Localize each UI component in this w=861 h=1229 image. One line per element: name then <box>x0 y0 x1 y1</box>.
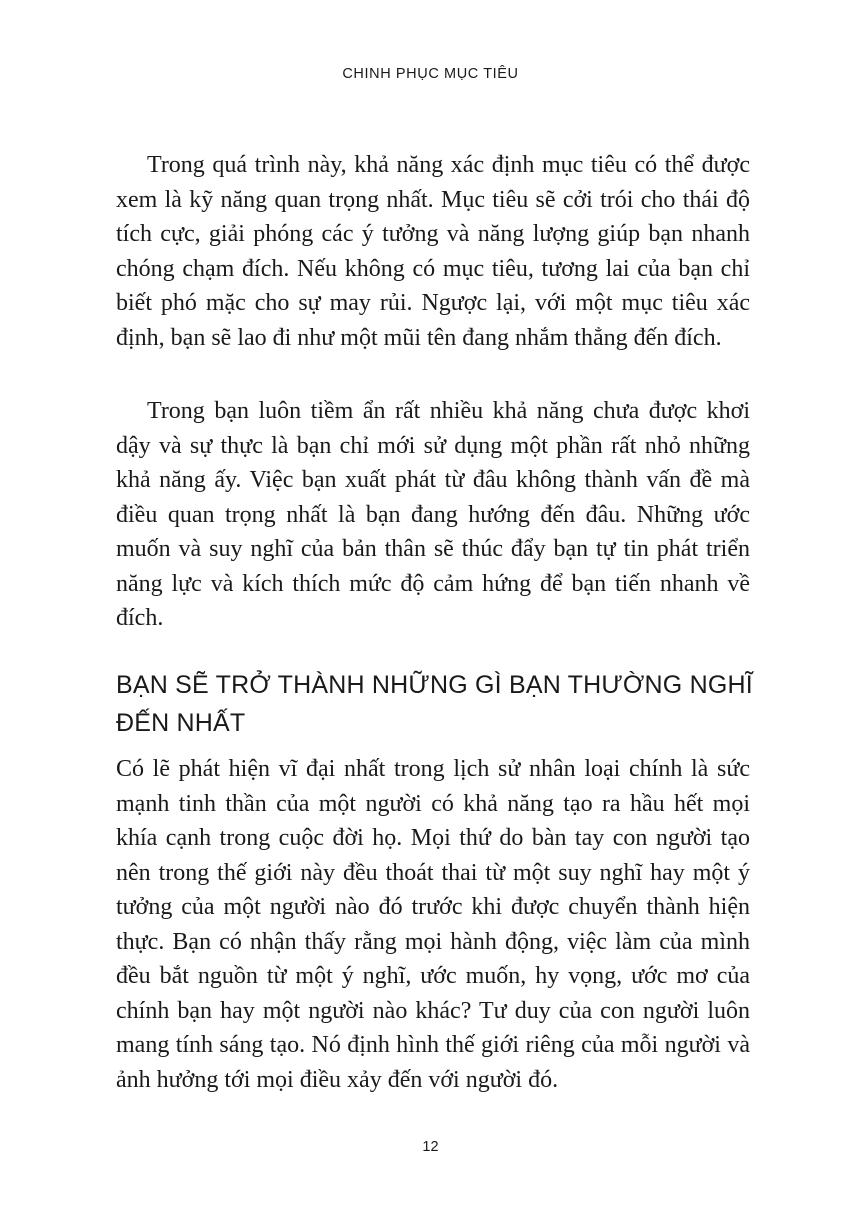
page-number: 12 <box>422 1139 439 1155</box>
running-head: CHINH PHỤC MỤC TIÊU <box>342 66 519 82</box>
paragraph-1: Trong quá trình này, khả năng xác định mục tiêu có thể được xem là kỹ năng quan trọng nhất. Mục tiêu sẽ cởi trói cho thái độ tích cực, giải phóng các ý tưởng và năng lượng giúp bạn nhanh chóng chạm đích. Nếu không có mục tiêu, tương lai của bạn chỉ biết phó mặc cho sự may rủi. Ngược lại, với một mục tiêu xác định, bạn sẽ lao đi như một mũi tên đang nhắm thẳng đến đích. <box>116 152 750 351</box>
paragraph-2: Trong bạn luôn tiềm ẩn rất nhiều khả năng chưa được khơi dậy và sự thực là bạn chỉ mới sử dụng một phần rất nhỏ những khả năng ấy. Việc bạn xuất phát từ đâu không thành vấn đề mà điều quan trọng nhất là bạn đang hướng đến đâu. Những ước muốn và suy nghĩ của bản thân sẽ thúc đẩy bạn tự tin phát triển năng lực và kích thích mức độ cảm hứng để bạn tiến nhanh về đích. <box>116 398 750 631</box>
section-heading <box>116 666 776 742</box>
section-heading-line-2: ĐẾN NHẤT <box>116 709 246 737</box>
section-heading-line-1: BẠN SẼ TRỞ THÀNH NHỮNG GÌ BẠN THƯỜNG NGHĨ <box>116 671 753 699</box>
paragraph-3: Có lẽ phát hiện vĩ đại nhất trong lịch sử nhân loại chính là sức mạnh tinh thần của một người có khả năng tạo ra hầu hết mọi khía cạnh trong cuộc đời họ. Mọi thứ do bàn tay con người tạo nên trong thế giới này đều thoát thai từ một suy nghĩ hay một ý tưởng của một người nào đó trước khi được chuyển thành hiện thực. Bạn có nhận thấy rằng mọi hành động, việc làm của mình đều bắt nguồn từ một ý nghĩ, ước muốn, hy vọng, ước mơ của chính bạn hay một người nào khác? Tư duy của con người luôn mang tính sáng tạo. Nó định hình thế giới riêng của mỗi người và ảnh hưởng tới mọi điều xảy đến với người đó. <box>116 756 750 1093</box>
